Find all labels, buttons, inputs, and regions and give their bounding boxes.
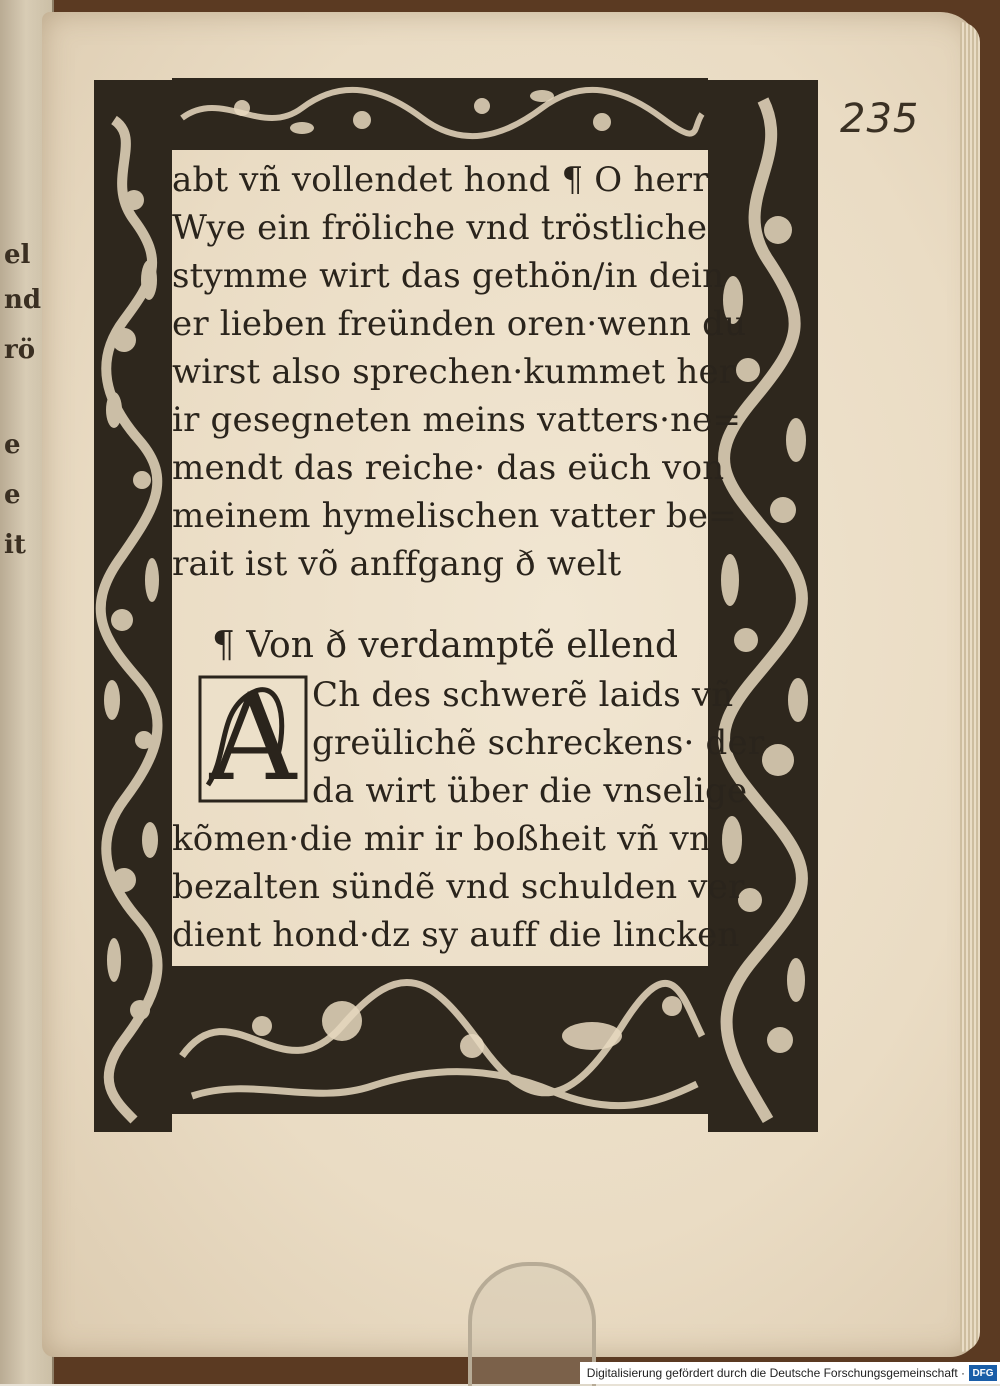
section-heading: ¶ Von ð verdamptẽ ellend	[212, 625, 679, 666]
text-line: stymme wirt das gethön/in dein	[172, 256, 725, 296]
digitization-footer	[580, 1362, 1000, 1384]
text-line: kõmen·die mir ir boßheit vñ vn	[172, 819, 712, 859]
text-line: rait ist võ anffgang ð welt	[172, 544, 622, 584]
text-block	[172, 160, 765, 960]
woodcut-border-top	[172, 78, 708, 150]
text-line: abt vñ vollendet hond ¶ O herr	[172, 160, 709, 200]
facing-page-fragment: nd	[4, 285, 42, 315]
text-line: mendt das reiche· das eüch von	[172, 448, 725, 488]
woodcut-border-bottom	[172, 966, 708, 1114]
text-line: bezalten sündẽ vnd schulden ver	[172, 867, 745, 907]
facing-page-fragment: e	[4, 480, 21, 510]
page-clip	[468, 1262, 596, 1386]
text-line: ir gesegneten meins vatters·ne=	[172, 400, 742, 440]
text-line: da wirt über die vnselige	[312, 771, 748, 811]
woodcut-border-left	[94, 80, 172, 1132]
text-line: Ch des schwerẽ laids vñ	[312, 675, 734, 715]
text-line: Wye ein fröliche vnd tröstliche	[172, 208, 708, 248]
facing-page-fragment: rö	[4, 335, 36, 365]
facing-page-fragment: el	[4, 240, 31, 270]
text-line: dient hond·dz sy auff die lincken	[172, 915, 740, 955]
footer-credit: Digitalisierung gefördert durch die Deutsche Forschungsgemeinschaft ·	[586, 1366, 965, 1380]
page-number: 235	[840, 96, 920, 142]
text-line: greülichẽ schreckens· der	[312, 723, 765, 763]
facing-page-fragment: e	[4, 430, 21, 460]
text-line: wirst also sprechen·kummet her	[172, 352, 736, 392]
initial-letter: A	[209, 669, 297, 808]
page-edge-stack	[960, 22, 980, 1352]
facing-page-fragment: it	[4, 530, 26, 560]
text-line: meinem hymelischen vatter be=	[172, 496, 737, 536]
dfg-logo-icon: DFG	[969, 1365, 997, 1381]
woodcut-border-right	[708, 80, 818, 1132]
text-line: er lieben freünden oren·wenn du	[172, 304, 747, 344]
